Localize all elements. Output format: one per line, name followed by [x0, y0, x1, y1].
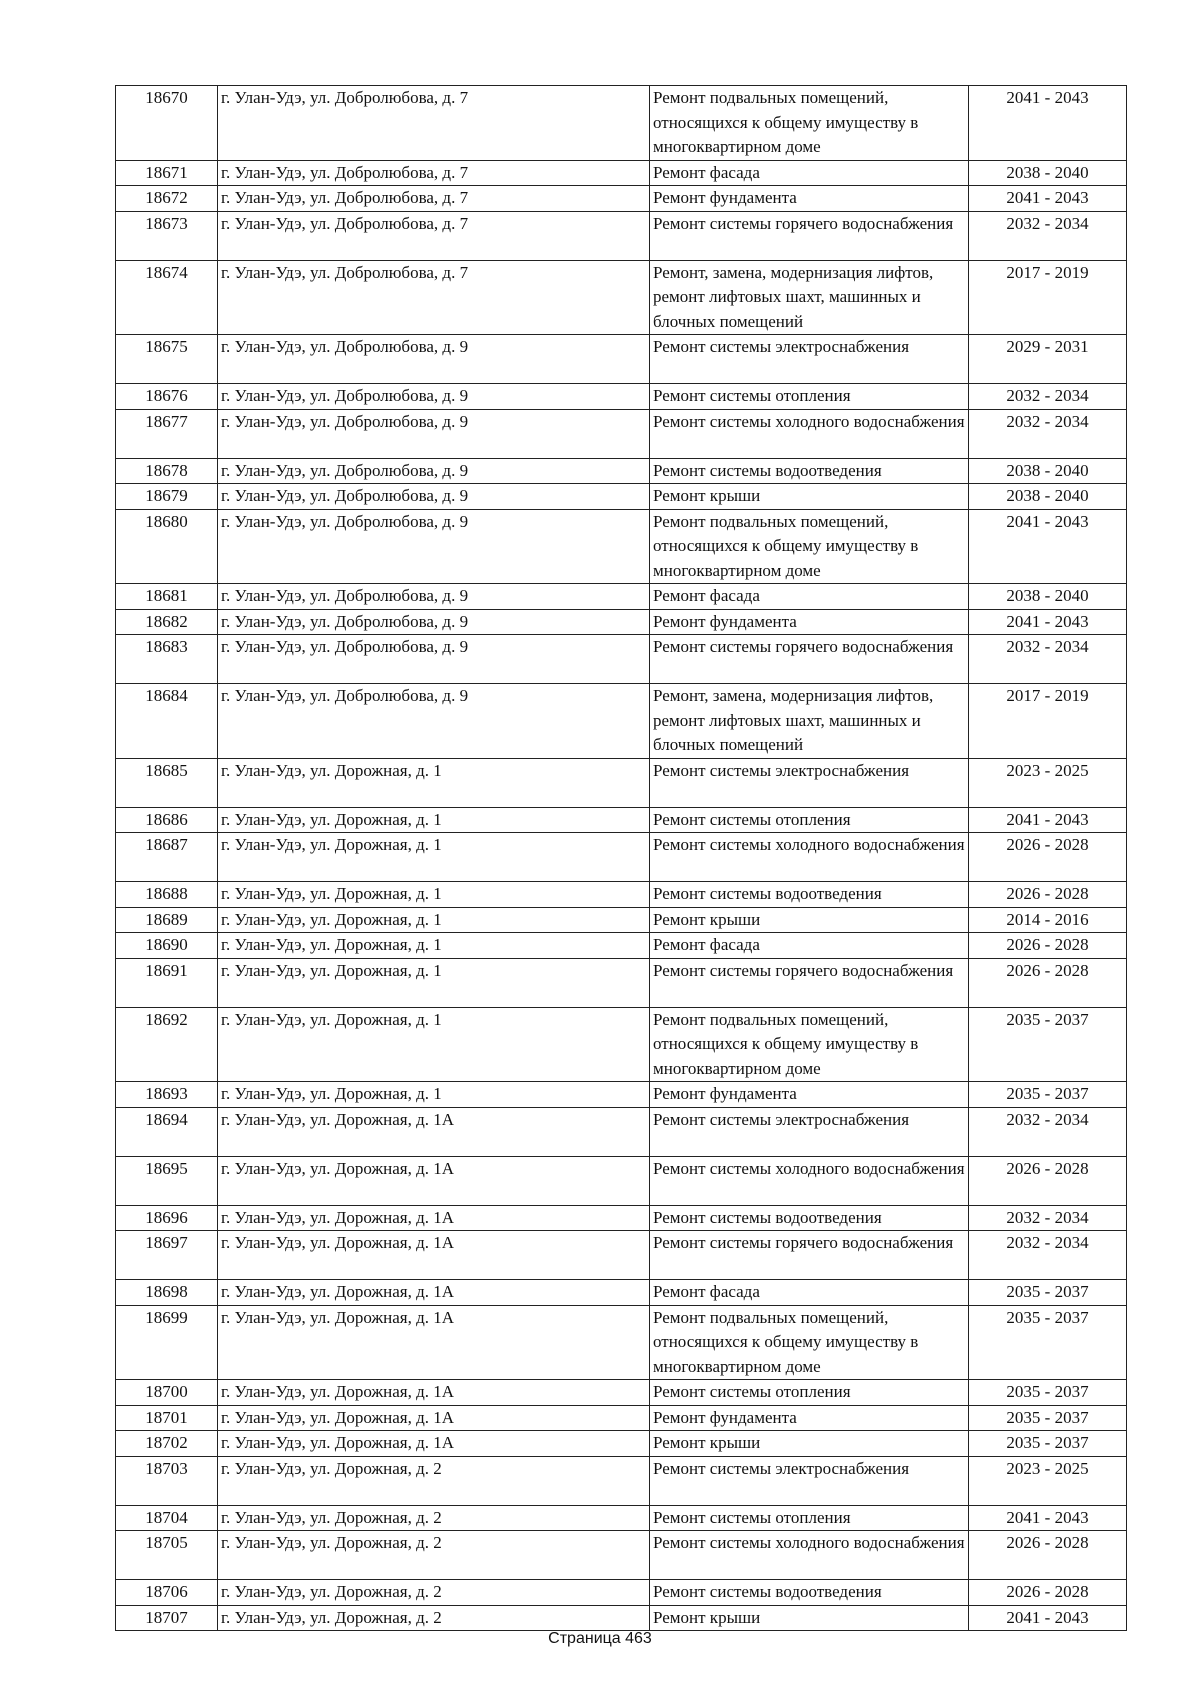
row-years: 2035 - 2037 [969, 1405, 1127, 1431]
row-years: 2026 - 2028 [969, 1580, 1127, 1606]
table-row [116, 1405, 1127, 1431]
table-row [116, 882, 1127, 908]
row-address: г. Улан-Удэ, ул. Добролюбова, д. 9 [218, 384, 650, 410]
row-years: 2041 - 2043 [969, 509, 1127, 584]
row-work-type: Ремонт крыши [650, 1431, 969, 1457]
table-row [116, 1580, 1127, 1606]
row-work-type: Ремонт подвальных помещений, относящихся к общему имуществу в многоквартирном доме [650, 509, 969, 584]
table-row [116, 186, 1127, 212]
table-row [116, 260, 1127, 335]
row-address: г. Улан-Удэ, ул. Добролюбова, д. 9 [218, 609, 650, 635]
repair-schedule-table [115, 85, 1127, 1631]
row-number: 18679 [116, 484, 218, 510]
table-row [116, 384, 1127, 410]
table-row [116, 1380, 1127, 1406]
row-address: г. Улан-Удэ, ул. Добролюбова, д. 7 [218, 160, 650, 186]
row-number: 18689 [116, 907, 218, 933]
row-work-type: Ремонт подвальных помещений, относящихся к общему имуществу в многоквартирном доме [650, 1305, 969, 1380]
row-address: г. Улан-Удэ, ул. Дорожная, д. 1А [218, 1431, 650, 1457]
row-address: г. Улан-Удэ, ул. Дорожная, д. 1 [218, 807, 650, 833]
row-address: г. Улан-Удэ, ул. Дорожная, д. 1А [218, 1305, 650, 1380]
row-work-type: Ремонт фундамента [650, 186, 969, 212]
table-row [116, 933, 1127, 959]
row-years: 2032 - 2034 [969, 1107, 1127, 1156]
table-row [116, 1505, 1127, 1531]
row-number: 18680 [116, 509, 218, 584]
row-work-type: Ремонт подвальных помещений, относящихся к общему имуществу в многоквартирном доме [650, 86, 969, 161]
table-row [116, 1605, 1127, 1631]
row-work-type: Ремонт подвальных помещений, относящихся к общему имуществу в многоквартирном доме [650, 1007, 969, 1082]
table-row [116, 907, 1127, 933]
row-address: г. Улан-Удэ, ул. Дорожная, д. 2 [218, 1456, 650, 1505]
row-address: г. Улан-Удэ, ул. Дорожная, д. 1А [218, 1405, 650, 1431]
row-address: г. Улан-Удэ, ул. Добролюбова, д. 9 [218, 684, 650, 759]
row-address: г. Улан-Удэ, ул. Дорожная, д. 1А [218, 1156, 650, 1205]
table-row [116, 1305, 1127, 1380]
row-years: 2035 - 2037 [969, 1380, 1127, 1406]
row-number: 18706 [116, 1580, 218, 1606]
table-row [116, 484, 1127, 510]
row-work-type: Ремонт системы электроснабжения [650, 1107, 969, 1156]
row-years: 2035 - 2037 [969, 1280, 1127, 1306]
row-years: 2041 - 2043 [969, 86, 1127, 161]
table-row [116, 1280, 1127, 1306]
row-work-type: Ремонт фасада [650, 584, 969, 610]
row-address: г. Улан-Удэ, ул. Добролюбова, д. 9 [218, 509, 650, 584]
table-row [116, 160, 1127, 186]
row-years: 2023 - 2025 [969, 1456, 1127, 1505]
row-address: г. Улан-Удэ, ул. Добролюбова, д. 9 [218, 584, 650, 610]
row-years: 2032 - 2034 [969, 211, 1127, 260]
row-work-type: Ремонт системы электроснабжения [650, 758, 969, 807]
table-row [116, 1156, 1127, 1205]
row-years: 2023 - 2025 [969, 758, 1127, 807]
row-address: г. Улан-Удэ, ул. Дорожная, д. 1А [218, 1205, 650, 1231]
row-years: 2035 - 2037 [969, 1082, 1127, 1108]
row-work-type: Ремонт системы отопления [650, 807, 969, 833]
row-work-type: Ремонт фундамента [650, 609, 969, 635]
table-body [116, 86, 1127, 1631]
table-row [116, 1431, 1127, 1457]
row-work-type: Ремонт системы отопления [650, 384, 969, 410]
row-years: 2041 - 2043 [969, 1605, 1127, 1631]
row-address: г. Улан-Удэ, ул. Дорожная, д. 1 [218, 933, 650, 959]
row-years: 2026 - 2028 [969, 933, 1127, 959]
table-row [116, 409, 1127, 458]
row-number: 18694 [116, 1107, 218, 1156]
row-address: г. Улан-Удэ, ул. Дорожная, д. 1А [218, 1380, 650, 1406]
row-number: 18707 [116, 1605, 218, 1631]
table-row [116, 609, 1127, 635]
row-address: г. Улан-Удэ, ул. Дорожная, д. 1А [218, 1231, 650, 1280]
row-number: 18690 [116, 933, 218, 959]
row-address: г. Улан-Удэ, ул. Дорожная, д. 1 [218, 882, 650, 908]
row-address: г. Улан-Удэ, ул. Добролюбова, д. 7 [218, 186, 650, 212]
row-work-type: Ремонт системы холодного водоснабжения [650, 833, 969, 882]
row-work-type: Ремонт системы электроснабжения [650, 335, 969, 384]
row-work-type: Ремонт системы электроснабжения [650, 1456, 969, 1505]
row-work-type: Ремонт системы холодного водоснабжения [650, 409, 969, 458]
table-row [116, 758, 1127, 807]
row-work-type: Ремонт системы горячего водоснабжения [650, 1231, 969, 1280]
row-work-type: Ремонт крыши [650, 484, 969, 510]
row-years: 2041 - 2043 [969, 186, 1127, 212]
row-address: г. Улан-Удэ, ул. Добролюбова, д. 7 [218, 211, 650, 260]
row-number: 18677 [116, 409, 218, 458]
row-number: 18683 [116, 635, 218, 684]
row-years: 2038 - 2040 [969, 584, 1127, 610]
row-years: 2032 - 2034 [969, 1205, 1127, 1231]
row-work-type: Ремонт системы водоотведения [650, 1580, 969, 1606]
row-address: г. Улан-Удэ, ул. Дорожная, д. 2 [218, 1605, 650, 1631]
row-years: 2026 - 2028 [969, 1156, 1127, 1205]
row-address: г. Улан-Удэ, ул. Добролюбова, д. 9 [218, 409, 650, 458]
row-work-type: Ремонт фасада [650, 1280, 969, 1306]
row-address: г. Улан-Удэ, ул. Добролюбова, д. 9 [218, 458, 650, 484]
table-row [116, 509, 1127, 584]
row-work-type: Ремонт системы холодного водоснабжения [650, 1156, 969, 1205]
row-work-type: Ремонт системы горячего водоснабжения [650, 211, 969, 260]
row-number: 18673 [116, 211, 218, 260]
row-address: г. Улан-Удэ, ул. Дорожная, д. 1 [218, 758, 650, 807]
table-row [116, 1456, 1127, 1505]
row-address: г. Улан-Удэ, ул. Добролюбова, д. 7 [218, 86, 650, 161]
row-work-type: Ремонт фундамента [650, 1405, 969, 1431]
table-row [116, 807, 1127, 833]
row-number: 18671 [116, 160, 218, 186]
row-number: 18696 [116, 1205, 218, 1231]
row-number: 18674 [116, 260, 218, 335]
page-number: Страница 463 [548, 1630, 652, 1647]
row-number: 18681 [116, 584, 218, 610]
row-years: 2041 - 2043 [969, 609, 1127, 635]
row-work-type: Ремонт системы отопления [650, 1380, 969, 1406]
row-work-type: Ремонт системы водоотведения [650, 1205, 969, 1231]
row-years: 2038 - 2040 [969, 160, 1127, 186]
row-number: 18684 [116, 684, 218, 759]
table-row [116, 1205, 1127, 1231]
table-row [116, 684, 1127, 759]
row-number: 18703 [116, 1456, 218, 1505]
row-number: 18691 [116, 958, 218, 1007]
row-work-type: Ремонт системы холодного водоснабжения [650, 1531, 969, 1580]
table-row [116, 1107, 1127, 1156]
row-years: 2032 - 2034 [969, 635, 1127, 684]
table-row [116, 335, 1127, 384]
row-number: 18688 [116, 882, 218, 908]
table-row [116, 1531, 1127, 1580]
row-work-type: Ремонт системы водоотведения [650, 882, 969, 908]
row-address: г. Улан-Удэ, ул. Дорожная, д. 1 [218, 1082, 650, 1108]
row-years: 2032 - 2034 [969, 384, 1127, 410]
table-row [116, 86, 1127, 161]
row-number: 18697 [116, 1231, 218, 1280]
row-address: г. Улан-Удэ, ул. Добролюбова, д. 9 [218, 484, 650, 510]
row-years: 2041 - 2043 [969, 807, 1127, 833]
row-number: 18704 [116, 1505, 218, 1531]
row-address: г. Улан-Удэ, ул. Дорожная, д. 2 [218, 1580, 650, 1606]
table-row [116, 1007, 1127, 1082]
table-row [116, 958, 1127, 1007]
row-address: г. Улан-Удэ, ул. Добролюбова, д. 7 [218, 260, 650, 335]
row-years: 2038 - 2040 [969, 484, 1127, 510]
row-years: 2029 - 2031 [969, 335, 1127, 384]
row-work-type: Ремонт системы отопления [650, 1505, 969, 1531]
row-address: г. Улан-Удэ, ул. Дорожная, д. 1 [218, 1007, 650, 1082]
row-years: 2026 - 2028 [969, 1531, 1127, 1580]
row-years: 2032 - 2034 [969, 1231, 1127, 1280]
row-work-type: Ремонт крыши [650, 907, 969, 933]
table-row [116, 211, 1127, 260]
row-years: 2014 - 2016 [969, 907, 1127, 933]
row-years: 2038 - 2040 [969, 458, 1127, 484]
row-years: 2035 - 2037 [969, 1431, 1127, 1457]
row-work-type: Ремонт фасада [650, 933, 969, 959]
row-address: г. Улан-Удэ, ул. Дорожная, д. 2 [218, 1531, 650, 1580]
row-number: 18686 [116, 807, 218, 833]
row-number: 18687 [116, 833, 218, 882]
table-row [116, 584, 1127, 610]
row-years: 2026 - 2028 [969, 882, 1127, 908]
row-address: г. Улан-Удэ, ул. Дорожная, д. 2 [218, 1505, 650, 1531]
table-row [116, 635, 1127, 684]
row-years: 2035 - 2037 [969, 1007, 1127, 1082]
row-number: 18685 [116, 758, 218, 807]
row-address: г. Улан-Удэ, ул. Добролюбова, д. 9 [218, 335, 650, 384]
row-years: 2026 - 2028 [969, 833, 1127, 882]
row-number: 18695 [116, 1156, 218, 1205]
row-years: 2017 - 2019 [969, 260, 1127, 335]
row-number: 18678 [116, 458, 218, 484]
row-address: г. Улан-Удэ, ул. Дорожная, д. 1 [218, 958, 650, 1007]
table-row [116, 1082, 1127, 1108]
row-number: 18693 [116, 1082, 218, 1108]
row-years: 2035 - 2037 [969, 1305, 1127, 1380]
row-work-type: Ремонт системы водоотведения [650, 458, 969, 484]
table-row [116, 833, 1127, 882]
table-row [116, 1231, 1127, 1280]
row-number: 18700 [116, 1380, 218, 1406]
row-address: г. Улан-Удэ, ул. Дорожная, д. 1А [218, 1280, 650, 1306]
row-number: 18672 [116, 186, 218, 212]
row-years: 2026 - 2028 [969, 958, 1127, 1007]
row-address: г. Улан-Удэ, ул. Добролюбова, д. 9 [218, 635, 650, 684]
row-number: 18670 [116, 86, 218, 161]
row-address: г. Улан-Удэ, ул. Дорожная, д. 1 [218, 907, 650, 933]
row-number: 18682 [116, 609, 218, 635]
row-years: 2017 - 2019 [969, 684, 1127, 759]
table-row [116, 458, 1127, 484]
row-work-type: Ремонт фасада [650, 160, 969, 186]
row-work-type: Ремонт крыши [650, 1605, 969, 1631]
row-work-type: Ремонт, замена, модернизация лифтов, ремонт лифтовых шахт, машинных и блочных помещений [650, 260, 969, 335]
row-number: 18675 [116, 335, 218, 384]
row-number: 18698 [116, 1280, 218, 1306]
row-number: 18692 [116, 1007, 218, 1082]
row-address: г. Улан-Удэ, ул. Дорожная, д. 1 [218, 833, 650, 882]
row-number: 18705 [116, 1531, 218, 1580]
row-number: 18699 [116, 1305, 218, 1380]
row-number: 18702 [116, 1431, 218, 1457]
row-address: г. Улан-Удэ, ул. Дорожная, д. 1А [218, 1107, 650, 1156]
row-number: 18676 [116, 384, 218, 410]
row-work-type: Ремонт, замена, модернизация лифтов, ремонт лифтовых шахт, машинных и блочных помещений [650, 684, 969, 759]
row-work-type: Ремонт системы горячего водоснабжения [650, 958, 969, 1007]
row-years: 2032 - 2034 [969, 409, 1127, 458]
row-work-type: Ремонт системы горячего водоснабжения [650, 635, 969, 684]
row-years: 2041 - 2043 [969, 1505, 1127, 1531]
row-number: 18701 [116, 1405, 218, 1431]
row-work-type: Ремонт фундамента [650, 1082, 969, 1108]
